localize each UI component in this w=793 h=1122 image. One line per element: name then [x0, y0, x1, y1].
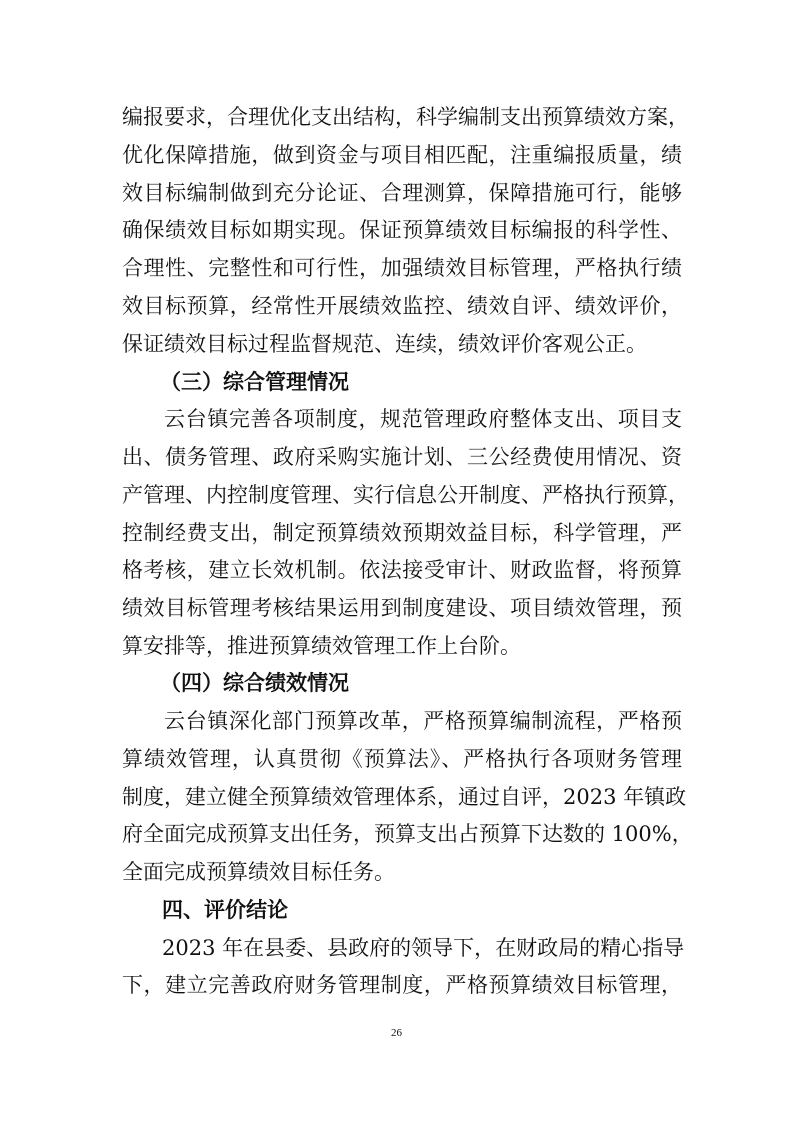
paragraph-line: 效目标编制做到充分论证、合理测算，保障措施可行，能够: [122, 181, 682, 205]
paragraph-line: 格考核，建立长效机制。依法接受审计、财政监督，将预算: [122, 558, 682, 582]
paragraph-line: 合理性、完整性和可行性，加强绩效目标管理，严格执行绩: [122, 256, 682, 280]
paragraph-line: 出、债务管理、政府采购实施计划、三公经费使用情况、资: [122, 445, 682, 469]
paragraph-line: 府全面完成预算支出任务，预算支出占预算下达数的 100%，: [122, 822, 693, 846]
paragraph-line: 优化保障措施，做到资金与项目相匹配，注重编报质量，绩: [122, 143, 682, 167]
section-title-conclusion: 四、评价结论: [162, 898, 288, 922]
paragraph-line: 云台镇深化部门预算改革，严格预算编制流程，严格预: [164, 709, 682, 733]
paragraph-line: 算安排等，推进预算绩效管理工作上台阶。: [122, 634, 521, 658]
paragraph-line: 绩效目标管理考核结果运用到制度建设、项目绩效管理，预: [122, 596, 682, 620]
paragraph-line: 确保绩效目标如期实现。保证预算绩效目标编报的科学性、: [122, 218, 682, 242]
paragraph-line: 保证绩效目标过程监督规范、连续，绩效评价客观公正。: [122, 332, 647, 356]
paragraph-line: 编报要求，合理优化支出结构，科学编制支出预算绩效方案，: [122, 105, 689, 129]
paragraph-line: 制度，建立健全预算绩效管理体系，通过自评，2023 年镇政: [122, 785, 687, 809]
paragraph-line: 控制经费支出，制定预算绩效预期效益目标，科学管理，严: [122, 521, 682, 545]
paragraph-line: 2023 年在县委、县政府的领导下，在财政局的精心指导: [162, 936, 685, 960]
paragraph-line: 产管理、内控制度管理、实行信息公开制度、严格执行预算，: [122, 483, 689, 507]
page-number: 26: [391, 1027, 402, 1039]
paragraph-line: 效目标预算，经常性开展绩效监控、绩效自评、绩效评价，: [122, 294, 682, 318]
section-heading-4: （四）综合绩效情况: [160, 671, 349, 695]
paragraph-line: 算绩效管理，认真贯彻《预算法》、严格执行各项财务管理: [122, 747, 682, 771]
paragraph-line: 下，建立完善政府财务管理制度，严格预算绩效目标管理，: [122, 973, 682, 997]
paragraph-line: 云台镇完善各项制度，规范管理政府整体支出、项目支: [164, 407, 682, 431]
paragraph-line: 全面完成预算绩效目标任务。: [122, 860, 395, 884]
section-heading-3: （三）综合管理情况: [160, 370, 349, 394]
